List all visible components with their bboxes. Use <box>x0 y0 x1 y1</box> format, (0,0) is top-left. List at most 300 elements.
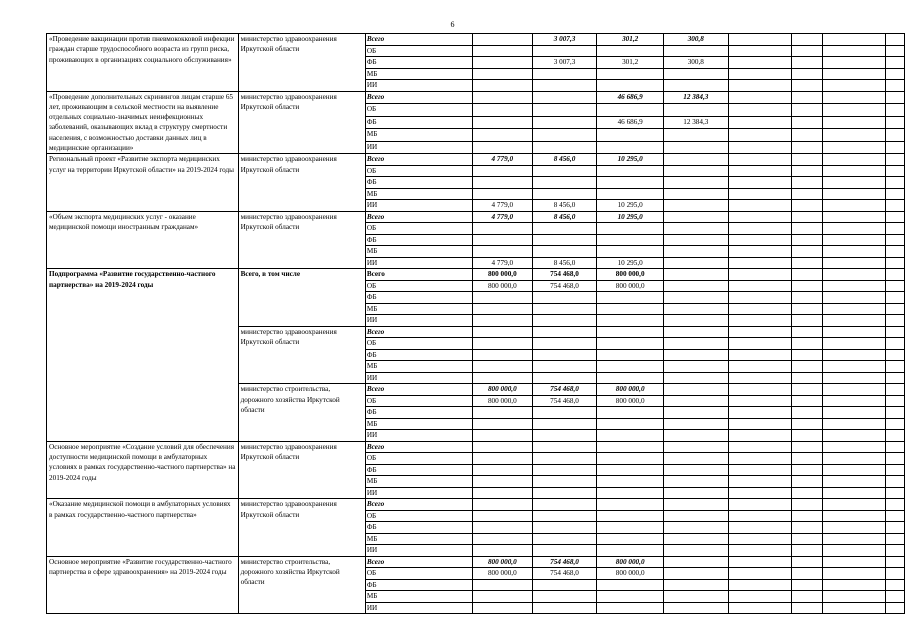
amount-cell <box>472 91 532 104</box>
amount-cell <box>472 223 532 235</box>
amount-cell <box>663 453 728 465</box>
amount-cell <box>791 91 822 104</box>
amount-cell <box>791 372 822 384</box>
amount-cell: 300,8 <box>663 34 728 46</box>
amount-cell <box>663 129 728 142</box>
amount-cell <box>791 257 822 269</box>
amount-cell <box>791 510 822 522</box>
funding-source: ИИ <box>365 487 472 499</box>
amount-cell: 800 000,0 <box>597 384 664 396</box>
amount-cell <box>597 68 664 80</box>
amount-cell <box>532 129 597 142</box>
amount-cell <box>663 269 728 281</box>
amount-cell <box>728 372 791 384</box>
funding-source: Всего <box>365 154 472 166</box>
amount-cell <box>663 315 728 327</box>
amount-cell <box>597 177 664 189</box>
amount-cell <box>472 68 532 80</box>
amount-cell <box>728 246 791 258</box>
amount-cell <box>822 499 885 511</box>
amount-cell <box>791 441 822 453</box>
amount-cell: 10 295,0 <box>597 257 664 269</box>
amount-cell <box>728 579 791 591</box>
amount-cell <box>791 188 822 200</box>
amount-cell <box>532 533 597 545</box>
amount-cell <box>597 476 664 488</box>
amount-cell <box>886 234 905 246</box>
amount-cell <box>791 154 822 166</box>
amount-cell <box>663 234 728 246</box>
amount-cell <box>597 487 664 499</box>
amount-cell <box>791 545 822 557</box>
amount-cell <box>822 522 885 534</box>
amount-cell <box>532 223 597 235</box>
amount-cell <box>791 292 822 304</box>
amount-cell: 754 468,0 <box>532 280 597 292</box>
amount-cell <box>472 453 532 465</box>
measure-name: Подпрограмма «Развитие государственно-частного партнерства» на 2019-2024 годы <box>47 269 239 442</box>
amount-cell <box>597 292 664 304</box>
amount-cell <box>663 372 728 384</box>
amount-cell <box>597 315 664 327</box>
amount-cell <box>886 326 905 338</box>
funding-source: ФБ <box>365 292 472 304</box>
amount-cell <box>663 510 728 522</box>
amount-cell <box>791 104 822 117</box>
funding-source: ОБ <box>365 510 472 522</box>
responsible-executor: министерство здравоохранения Иркутской области <box>238 326 365 384</box>
amount-cell <box>532 453 597 465</box>
funding-source: ОБ <box>365 395 472 407</box>
amount-cell <box>728 200 791 212</box>
amount-cell <box>791 68 822 80</box>
amount-cell <box>663 418 728 430</box>
amount-cell <box>472 234 532 246</box>
amount-cell <box>822 165 885 177</box>
amount-cell <box>822 223 885 235</box>
amount-cell <box>532 372 597 384</box>
amount-cell <box>791 45 822 57</box>
funding-source: ФБ <box>365 407 472 419</box>
amount-cell <box>597 246 664 258</box>
amount-cell: 8 456,0 <box>532 257 597 269</box>
amount-cell <box>663 579 728 591</box>
funding-source: Всего <box>365 34 472 46</box>
funding-source: МБ <box>365 68 472 80</box>
amount-cell <box>886 522 905 534</box>
amount-cell <box>791 522 822 534</box>
amount-cell <box>472 545 532 557</box>
amount-cell <box>822 68 885 80</box>
amount-cell <box>791 407 822 419</box>
amount-cell <box>822 154 885 166</box>
amount-cell <box>822 568 885 580</box>
amount-cell <box>822 177 885 189</box>
amount-cell <box>822 441 885 453</box>
amount-cell <box>532 326 597 338</box>
amount-cell <box>886 269 905 281</box>
amount-cell: 10 295,0 <box>597 200 664 212</box>
amount-cell <box>791 453 822 465</box>
amount-cell <box>472 177 532 189</box>
amount-cell <box>791 384 822 396</box>
amount-cell <box>597 464 664 476</box>
amount-cell <box>728 510 791 522</box>
amount-cell <box>791 80 822 92</box>
amount-cell <box>886 384 905 396</box>
amount-cell <box>822 91 885 104</box>
funding-source: Всего <box>365 384 472 396</box>
amount-cell <box>822 326 885 338</box>
amount-cell <box>663 141 728 154</box>
amount-cell <box>597 579 664 591</box>
funding-source: Всего <box>365 556 472 568</box>
amount-cell <box>532 407 597 419</box>
amount-cell <box>597 45 664 57</box>
amount-cell <box>886 303 905 315</box>
amount-cell <box>886 395 905 407</box>
funding-source: ФБ <box>365 349 472 361</box>
amount-cell <box>663 211 728 223</box>
amount-cell <box>791 476 822 488</box>
amount-cell <box>472 104 532 117</box>
amount-cell <box>886 34 905 46</box>
amount-cell <box>532 522 597 534</box>
funding-source: ИИ <box>365 545 472 557</box>
amount-cell: 800 000,0 <box>472 395 532 407</box>
amount-cell <box>822 545 885 557</box>
amount-cell <box>886 292 905 304</box>
amount-cell <box>663 430 728 442</box>
amount-cell <box>472 522 532 534</box>
funding-source: Всего <box>365 91 472 104</box>
amount-cell <box>886 579 905 591</box>
amount-cell <box>472 418 532 430</box>
amount-cell <box>532 68 597 80</box>
amount-cell <box>728 57 791 69</box>
amount-cell <box>822 129 885 142</box>
amount-cell <box>886 407 905 419</box>
amount-cell <box>791 280 822 292</box>
amount-cell <box>791 141 822 154</box>
amount-cell <box>728 223 791 235</box>
amount-cell <box>728 234 791 246</box>
amount-cell <box>886 453 905 465</box>
funding-source: ИИ <box>365 80 472 92</box>
funding-source: ФБ <box>365 464 472 476</box>
amount-cell <box>663 292 728 304</box>
funding-source: МБ <box>365 188 472 200</box>
amount-cell <box>597 338 664 350</box>
amount-cell <box>822 418 885 430</box>
amount-cell <box>663 361 728 373</box>
amount-cell: 3 007,3 <box>532 57 597 69</box>
amount-cell <box>822 430 885 442</box>
amount-cell <box>728 315 791 327</box>
amount-cell <box>886 200 905 212</box>
amount-cell <box>822 257 885 269</box>
amount-cell <box>472 338 532 350</box>
funding-source: ФБ <box>365 579 472 591</box>
amount-cell <box>663 303 728 315</box>
amount-cell <box>663 177 728 189</box>
amount-cell <box>532 141 597 154</box>
amount-cell: 300,8 <box>663 57 728 69</box>
amount-cell <box>886 141 905 154</box>
amount-cell <box>886 45 905 57</box>
amount-cell <box>728 34 791 46</box>
amount-cell <box>532 510 597 522</box>
amount-cell <box>791 533 822 545</box>
amount-cell: 12 384,3 <box>663 116 728 129</box>
amount-cell <box>597 499 664 511</box>
amount-cell <box>822 602 885 614</box>
amount-cell <box>822 34 885 46</box>
amount-cell: 8 456,0 <box>532 211 597 223</box>
amount-cell <box>886 104 905 117</box>
amount-cell <box>597 533 664 545</box>
amount-cell: 4 779,0 <box>472 154 532 166</box>
amount-cell <box>663 407 728 419</box>
funding-source: МБ <box>365 418 472 430</box>
amount-cell <box>728 165 791 177</box>
amount-cell <box>728 280 791 292</box>
amount-cell <box>532 499 597 511</box>
funding-source: ИИ <box>365 602 472 614</box>
amount-cell <box>886 476 905 488</box>
amount-cell <box>822 384 885 396</box>
responsible-executor: министерство здравоохранения Иркутской области <box>238 499 365 557</box>
amount-cell <box>532 303 597 315</box>
amount-cell <box>597 453 664 465</box>
amount-cell <box>597 602 664 614</box>
funding-source: ОБ <box>365 104 472 117</box>
amount-cell: 10 295,0 <box>597 211 664 223</box>
amount-cell <box>822 361 885 373</box>
amount-cell <box>663 45 728 57</box>
table-row <box>47 499 905 511</box>
amount-cell <box>822 57 885 69</box>
amount-cell <box>728 177 791 189</box>
amount-cell <box>663 338 728 350</box>
amount-cell <box>822 234 885 246</box>
amount-cell <box>886 91 905 104</box>
amount-cell: 301,2 <box>597 34 664 46</box>
amount-cell <box>597 223 664 235</box>
amount-cell <box>532 441 597 453</box>
amount-cell <box>886 315 905 327</box>
amount-cell <box>532 80 597 92</box>
amount-cell <box>791 116 822 129</box>
amount-cell <box>472 591 532 603</box>
amount-cell <box>663 591 728 603</box>
amount-cell <box>532 177 597 189</box>
funding-source: ОБ <box>365 223 472 235</box>
amount-cell <box>728 545 791 557</box>
amount-cell <box>822 280 885 292</box>
amount-cell <box>728 441 791 453</box>
amount-cell <box>791 395 822 407</box>
amount-cell <box>886 487 905 499</box>
amount-cell <box>791 361 822 373</box>
funding-source: ФБ <box>365 177 472 189</box>
amount-cell <box>728 591 791 603</box>
amount-cell <box>886 349 905 361</box>
amount-cell <box>532 45 597 57</box>
responsible-executor: министерство здравоохранения Иркутской области <box>238 154 365 212</box>
funding-source: ОБ <box>365 45 472 57</box>
amount-cell: 8 456,0 <box>532 200 597 212</box>
amount-cell <box>663 487 728 499</box>
amount-cell <box>597 591 664 603</box>
funding-source: ИИ <box>365 200 472 212</box>
amount-cell <box>822 372 885 384</box>
amount-cell <box>597 141 664 154</box>
amount-cell <box>791 129 822 142</box>
funding-source: Всего <box>365 269 472 281</box>
amount-cell <box>791 326 822 338</box>
amount-cell: 800 000,0 <box>472 280 532 292</box>
amount-cell <box>886 533 905 545</box>
amount-cell <box>728 188 791 200</box>
amount-cell <box>822 407 885 419</box>
amount-cell <box>886 211 905 223</box>
amount-cell <box>472 533 532 545</box>
table-row <box>47 91 905 104</box>
amount-cell: 4 779,0 <box>472 211 532 223</box>
amount-cell: 12 384,3 <box>663 91 728 104</box>
amount-cell <box>791 200 822 212</box>
amount-cell <box>597 361 664 373</box>
funding-source: МБ <box>365 361 472 373</box>
amount-cell <box>822 533 885 545</box>
amount-cell <box>532 292 597 304</box>
amount-cell <box>532 116 597 129</box>
amount-cell: 800 000,0 <box>597 395 664 407</box>
amount-cell <box>728 349 791 361</box>
funding-source: ОБ <box>365 338 472 350</box>
amount-cell <box>532 430 597 442</box>
table-row <box>47 556 905 568</box>
amount-cell <box>886 116 905 129</box>
amount-cell <box>663 188 728 200</box>
amount-cell <box>886 188 905 200</box>
amount-cell <box>597 522 664 534</box>
amount-cell <box>532 246 597 258</box>
amount-cell: 46 686,9 <box>597 91 664 104</box>
amount-cell <box>728 326 791 338</box>
table-row <box>47 211 905 223</box>
amount-cell <box>663 395 728 407</box>
amount-cell <box>663 556 728 568</box>
amount-cell: 8 456,0 <box>532 154 597 166</box>
amount-cell <box>822 292 885 304</box>
amount-cell <box>663 246 728 258</box>
amount-cell <box>532 234 597 246</box>
amount-cell <box>663 476 728 488</box>
amount-cell <box>728 407 791 419</box>
amount-cell <box>791 591 822 603</box>
amount-cell <box>728 104 791 117</box>
funding-source: МБ <box>365 246 472 258</box>
funding-source: Всего <box>365 441 472 453</box>
amount-cell: 754 468,0 <box>532 395 597 407</box>
amount-cell <box>886 418 905 430</box>
measure-name: Региональный проект «Развитие экспорта медицинских услуг на территории Иркутской области» на 2019-2024 годы <box>47 154 239 212</box>
table-row <box>47 154 905 166</box>
funding-source: Всего <box>365 326 472 338</box>
amount-cell <box>472 326 532 338</box>
amount-cell <box>886 430 905 442</box>
funding-source: ОБ <box>365 453 472 465</box>
amount-cell <box>822 487 885 499</box>
amount-cell <box>663 80 728 92</box>
amount-cell <box>728 568 791 580</box>
amount-cell <box>663 154 728 166</box>
amount-cell <box>472 602 532 614</box>
amount-cell <box>791 234 822 246</box>
funding-source: ОБ <box>365 568 472 580</box>
amount-cell: 754 468,0 <box>532 269 597 281</box>
amount-cell <box>728 487 791 499</box>
amount-cell: 800 000,0 <box>472 568 532 580</box>
table-row <box>47 441 905 453</box>
page-number: 6 <box>450 20 455 29</box>
amount-cell <box>791 57 822 69</box>
amount-cell <box>663 499 728 511</box>
amount-cell <box>728 533 791 545</box>
funding-source: Всего <box>365 211 472 223</box>
amount-cell <box>532 591 597 603</box>
amount-cell <box>663 68 728 80</box>
amount-cell <box>791 568 822 580</box>
amount-cell <box>472 487 532 499</box>
amount-cell: 46 686,9 <box>597 116 664 129</box>
amount-cell: 800 000,0 <box>472 556 532 568</box>
amount-cell <box>822 349 885 361</box>
amount-cell <box>728 395 791 407</box>
amount-cell <box>822 246 885 258</box>
amount-cell <box>791 579 822 591</box>
amount-cell <box>822 188 885 200</box>
amount-cell <box>472 188 532 200</box>
amount-cell: 754 468,0 <box>532 568 597 580</box>
amount-cell <box>886 246 905 258</box>
amount-cell <box>472 246 532 258</box>
funding-source: ИИ <box>365 315 472 327</box>
amount-cell <box>597 407 664 419</box>
amount-cell: 800 000,0 <box>597 269 664 281</box>
amount-cell <box>822 116 885 129</box>
amount-cell <box>472 292 532 304</box>
amount-cell <box>728 91 791 104</box>
amount-cell <box>728 45 791 57</box>
amount-cell <box>472 349 532 361</box>
amount-cell <box>886 68 905 80</box>
responsible-executor: министерство строительства, дорожного хозяйства Иркутской области <box>238 556 365 614</box>
amount-cell <box>663 533 728 545</box>
amount-cell <box>886 165 905 177</box>
amount-cell: 10 295,0 <box>597 154 664 166</box>
amount-cell <box>597 129 664 142</box>
table-row <box>47 269 905 281</box>
amount-cell <box>822 45 885 57</box>
amount-cell <box>728 211 791 223</box>
amount-cell <box>886 280 905 292</box>
amount-cell <box>822 476 885 488</box>
amount-cell <box>791 602 822 614</box>
amount-cell <box>886 499 905 511</box>
